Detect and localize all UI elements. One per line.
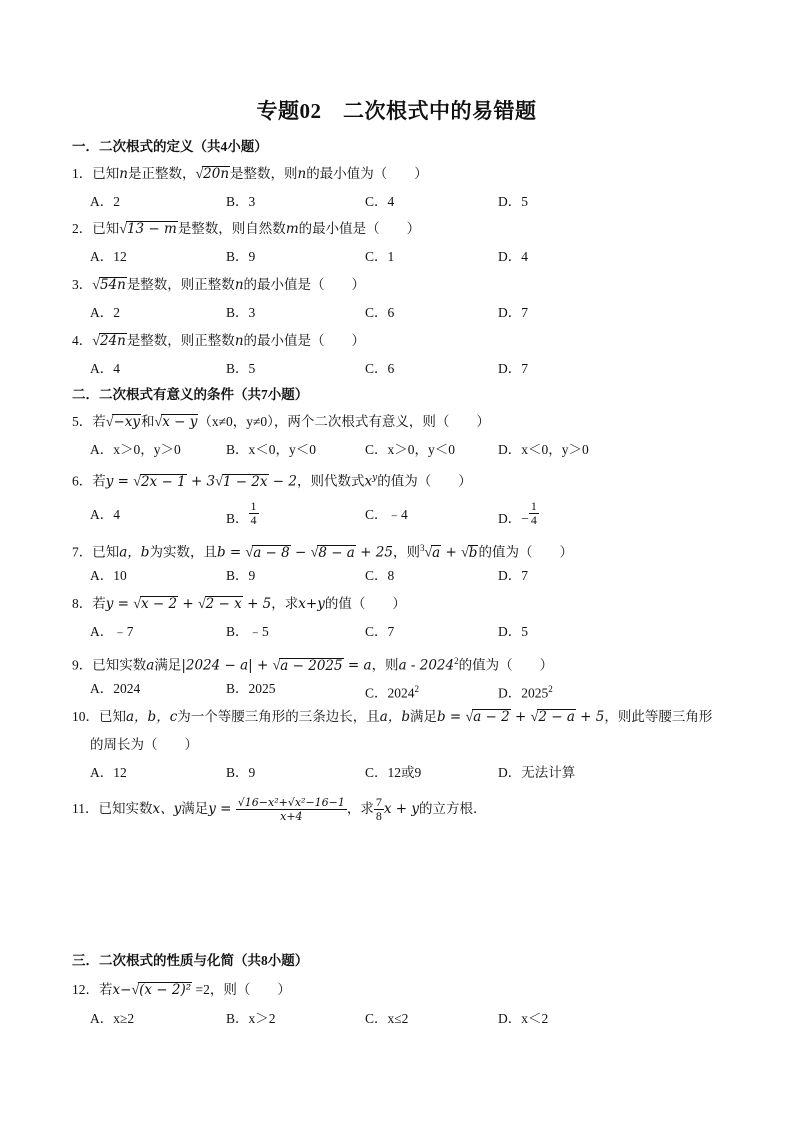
question-4: 4．√24n是整数，则正整数n的最小值是（ ） xyxy=(72,333,366,349)
option-d: D．5 xyxy=(498,624,528,639)
option-b: B．3 xyxy=(226,305,256,320)
option-b: B．x＜0，y＜0 xyxy=(226,442,317,457)
option-d: D．2025$^2$ xyxy=(498,684,553,701)
option-b: B．﹣5 xyxy=(226,624,269,639)
option-c: C．4 xyxy=(365,194,395,209)
option-c: C．2024$^2$ xyxy=(365,684,420,701)
option-b: B．9 xyxy=(226,568,256,583)
question-3: 3．√54n是整数，则正整数n的最小值是（ ） xyxy=(72,277,366,293)
option-d: D．7 xyxy=(498,361,528,376)
page-title: 专题02 二次根式中的易错题 xyxy=(256,99,537,123)
question-12: 12．若x−√(x − 2)² =2，则（ ） xyxy=(72,982,291,998)
option-b: B．3 xyxy=(226,194,256,209)
option-c: C．6 xyxy=(365,305,395,320)
question-8: 8．若y = √x − 2 + √2 − x + 5，求x+y的值（ ） xyxy=(72,596,406,612)
question-10: 10．已知a，b，c为一个等腰三角形的三条边长，且a，b满足b = √a − 2 + √2 − a + 5，则此等腰三角形 xyxy=(72,709,713,725)
option-c: C．1 xyxy=(365,249,395,264)
option-d: D．x＜2 xyxy=(498,1011,549,1026)
option-b: B．x＞2 xyxy=(226,1011,276,1026)
option-a: A．x＞0，y＞0 xyxy=(90,442,181,457)
option-b: B．9 xyxy=(226,249,256,264)
option-c: C．7 xyxy=(365,624,395,639)
option-b: B．2025 xyxy=(226,681,276,696)
question-6: 6．若y = √2x − 1 + 3√1 − 2x − 2，则代数式$x^y$的值为（ ） xyxy=(72,473,472,490)
option-a: A．4 xyxy=(90,507,120,522)
option-d: D．4 xyxy=(498,249,528,264)
option-b: B．5 xyxy=(226,361,256,376)
option-d: D．x＜0，y＞0 xyxy=(498,442,589,457)
question-1: 1．已知n是正整数，√20n是整数，则n的最小值为（ ） xyxy=(72,166,428,182)
option-a: A．2024 xyxy=(90,681,141,696)
option-a: A．12 xyxy=(90,765,127,780)
option-d: D．5 xyxy=(498,194,528,209)
option-d: D．7 xyxy=(498,305,528,320)
question-9: 9．已知实数a满足|2024 − a| + √a − 2025 = a，则a - 2024$^2$的值为（ ） xyxy=(72,656,554,674)
option-d: D．− $\frac{1}{4}$ xyxy=(498,499,537,527)
question-10-continued: 的周长为（ ） xyxy=(90,737,198,752)
question-7: 7．已知a，b为实数，且b = √a − 8 − √8 − a + 25，则$^3$√a + √b的值为（ ） xyxy=(72,543,573,561)
section-heading: 二．二次根式有意义的条件（共7小题） xyxy=(72,387,309,402)
section-heading: 三．二次根式的性质与化简（共8小题） xyxy=(72,953,309,968)
option-a: A．2 xyxy=(90,194,120,209)
option-c: C．6 xyxy=(365,361,395,376)
option-a: A．2 xyxy=(90,305,120,320)
options-6 xyxy=(90,500,710,530)
question-2: 2．已知√13 − m是整数，则自然数m的最小值是（ ） xyxy=(72,221,421,237)
option-a: A．4 xyxy=(90,361,120,376)
option-d: D．无法计算 xyxy=(498,765,576,780)
option-b: B． $\frac{1}{4}$ xyxy=(226,499,257,527)
option-a: A．x≥2 xyxy=(90,1011,135,1026)
option-c: C．12或9 xyxy=(365,765,422,780)
option-c: C．x≤2 xyxy=(365,1011,409,1026)
option-a: A．﹣7 xyxy=(90,624,134,639)
option-a: A．12 xyxy=(90,249,127,264)
option-c: C．8 xyxy=(365,568,395,583)
option-b: B．9 xyxy=(226,765,256,780)
option-c: C．﹣4 xyxy=(365,507,408,522)
option-a: A．10 xyxy=(90,568,127,583)
section-heading: 一．二次根式的定义（共4小题） xyxy=(72,139,268,154)
option-d: D．7 xyxy=(498,568,528,583)
question-11: 11．已知实数x、y满足y = $\frac{\text{√16−x²+√x²−16−1}}{x+4}$ ，求 $\frac{7}{8}$ x + y的立方根． xyxy=(72,795,487,824)
question-5: 5．若√−xy和√x − y（x≠0，y≠0），两个二次根式有意义，则（ ） xyxy=(72,414,490,430)
option-c: C．x＞0，y＜0 xyxy=(365,442,456,457)
